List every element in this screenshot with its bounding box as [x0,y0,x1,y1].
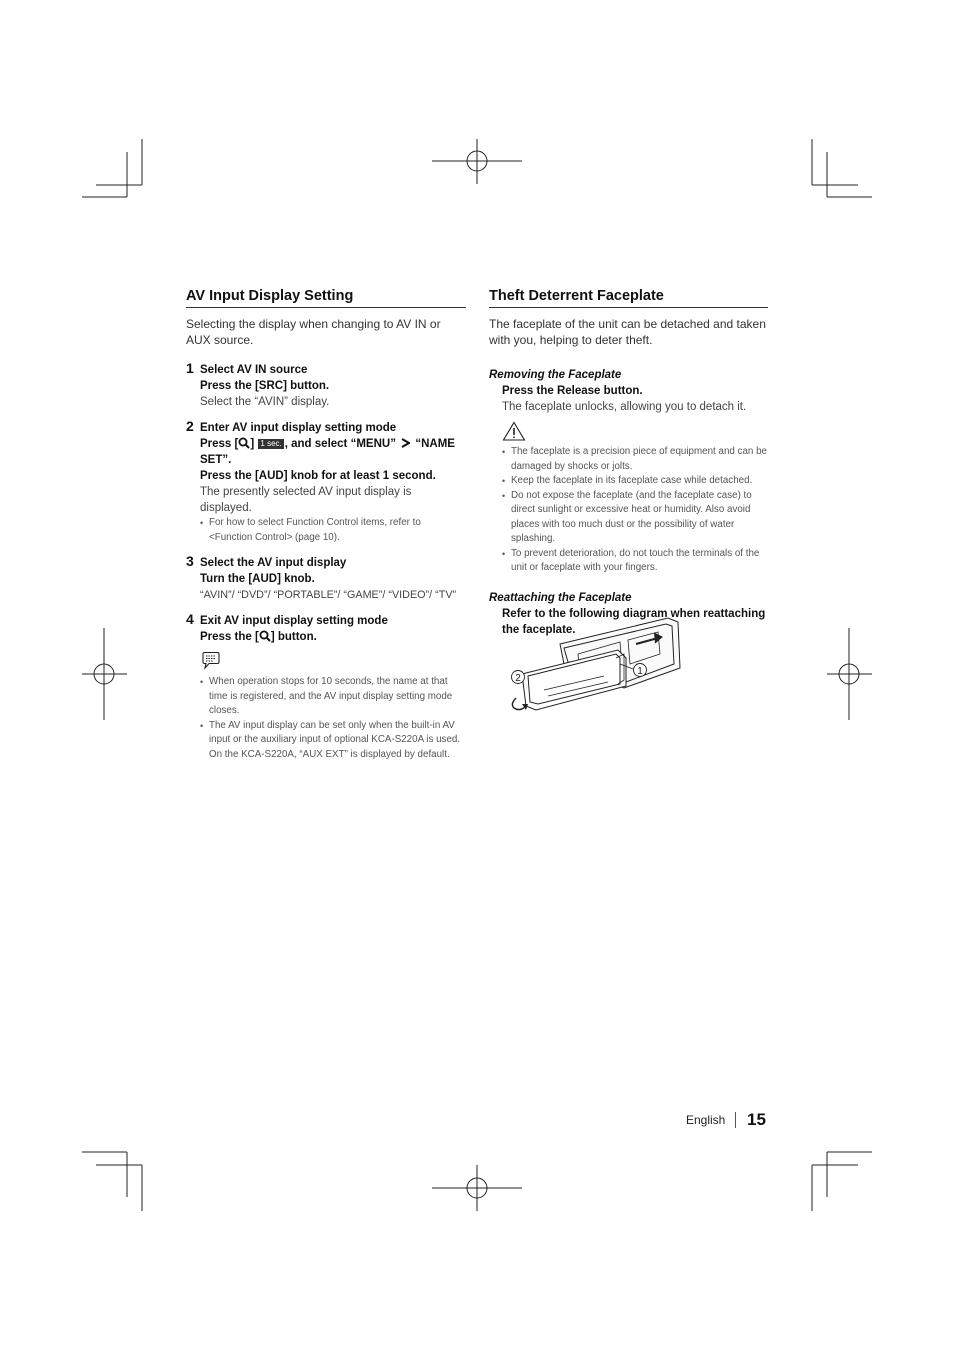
step-number: 4 [186,611,194,627]
step-instruction-2: Press the [AUD] knob for at least 1 second. [200,470,436,482]
language-label: English [686,1113,726,1127]
step-3 [186,555,466,603]
chevron-right-icon [401,438,410,448]
step-instruction: Press the [SRC] button. [200,380,330,392]
faceplate-diagram [508,614,684,714]
list-item: • Do not expose the faceplate (and the faceplate case) to direct sunlight or excessive heat or humidity. Also avoid places with too much dust or the possibility of water splashing. [502,489,768,547]
step-number: 3 [186,553,194,569]
av-input-intro: Selecting the display when changing to AV IN or AUX source. [186,317,441,347]
step-title: Enter AV input display setting mode [200,422,397,434]
reattaching-heading: Reattaching the Faceplate [489,591,632,604]
step-instruction: Press the [ ] button. [200,631,317,643]
warning-icon [502,421,526,441]
step-result: “AVIN”/ “DVD”/ “PORTABLE”/ “GAME”/ “VIDEO”/ “TV” [200,589,457,601]
note-icon [200,651,222,671]
one-second-badge: 1 sec. [260,439,282,448]
step-1 [186,362,466,410]
step-title: Select the AV input display [200,557,347,569]
step-result: The presently selected AV input display is displayed. [200,486,412,514]
step-notes [200,516,466,545]
step-4 [186,613,466,762]
step-instruction: Press [ ] 1 sec. , and select “MENU” “NAME SET”. [200,438,455,466]
list-item: • Keep the faceplate in its faceplate case while detached. [502,474,768,489]
faceplate-heading: Theft Deterrent Faceplate [489,287,768,308]
list-item: • The faceplate is a precision piece of equipment and can be damaged by shocks or jolts. [502,445,768,474]
step-number: 1 [186,360,194,376]
callout-2 [512,671,525,685]
step-number: 2 [186,418,194,434]
svg-text:1: 1 [637,666,643,677]
removing-heading: Removing the Faceplate [489,369,622,381]
removing-result: The faceplate unlocks, allowing you to detach it. [502,401,747,413]
list-item: • The AV input display can be set only when the built-in AV input or the auxiliary input of optional KCA-S220A is used. On the KCA-S220A, “AUX EXT” is displayed by default. [200,719,466,763]
svg-text:2: 2 [515,673,521,684]
search-icon [259,630,271,642]
step-result: Select the “AVIN” display. [200,396,330,408]
page-footer [686,1110,776,1132]
faceplate-section [489,287,768,638]
av-input-heading: AV Input Display Setting [186,287,466,308]
removing-instruction: Press the Release button. [502,385,643,397]
list-item: • When operation stops for 10 seconds, the name at that time is registered, and the AV input display setting mode closes. [200,675,466,719]
step-2 [186,420,466,545]
list-item: • To prevent deterioration, do not touch the terminals of the unit or faceplate with your fingers. [502,547,768,576]
caution-list [489,445,768,576]
step-title: Exit AV input display setting mode [200,615,388,627]
footer-divider [735,1112,736,1128]
reattaching-instruction: Refer to the following diagram when reattaching the faceplate. [502,607,766,636]
av-input-section [186,287,466,762]
search-icon [238,437,250,449]
step-instruction: Turn the [AUD] knob. [200,573,315,585]
list-item: • For how to select Function Control items, refer to <Function Control> (page 10). [200,516,466,545]
faceplate-intro: The faceplate of the unit can be detached and taken with you, helping to deter theft. [489,317,766,347]
note-list [200,675,466,762]
step-title: Select AV IN source [200,364,308,376]
page-number: 15 [747,1110,766,1129]
